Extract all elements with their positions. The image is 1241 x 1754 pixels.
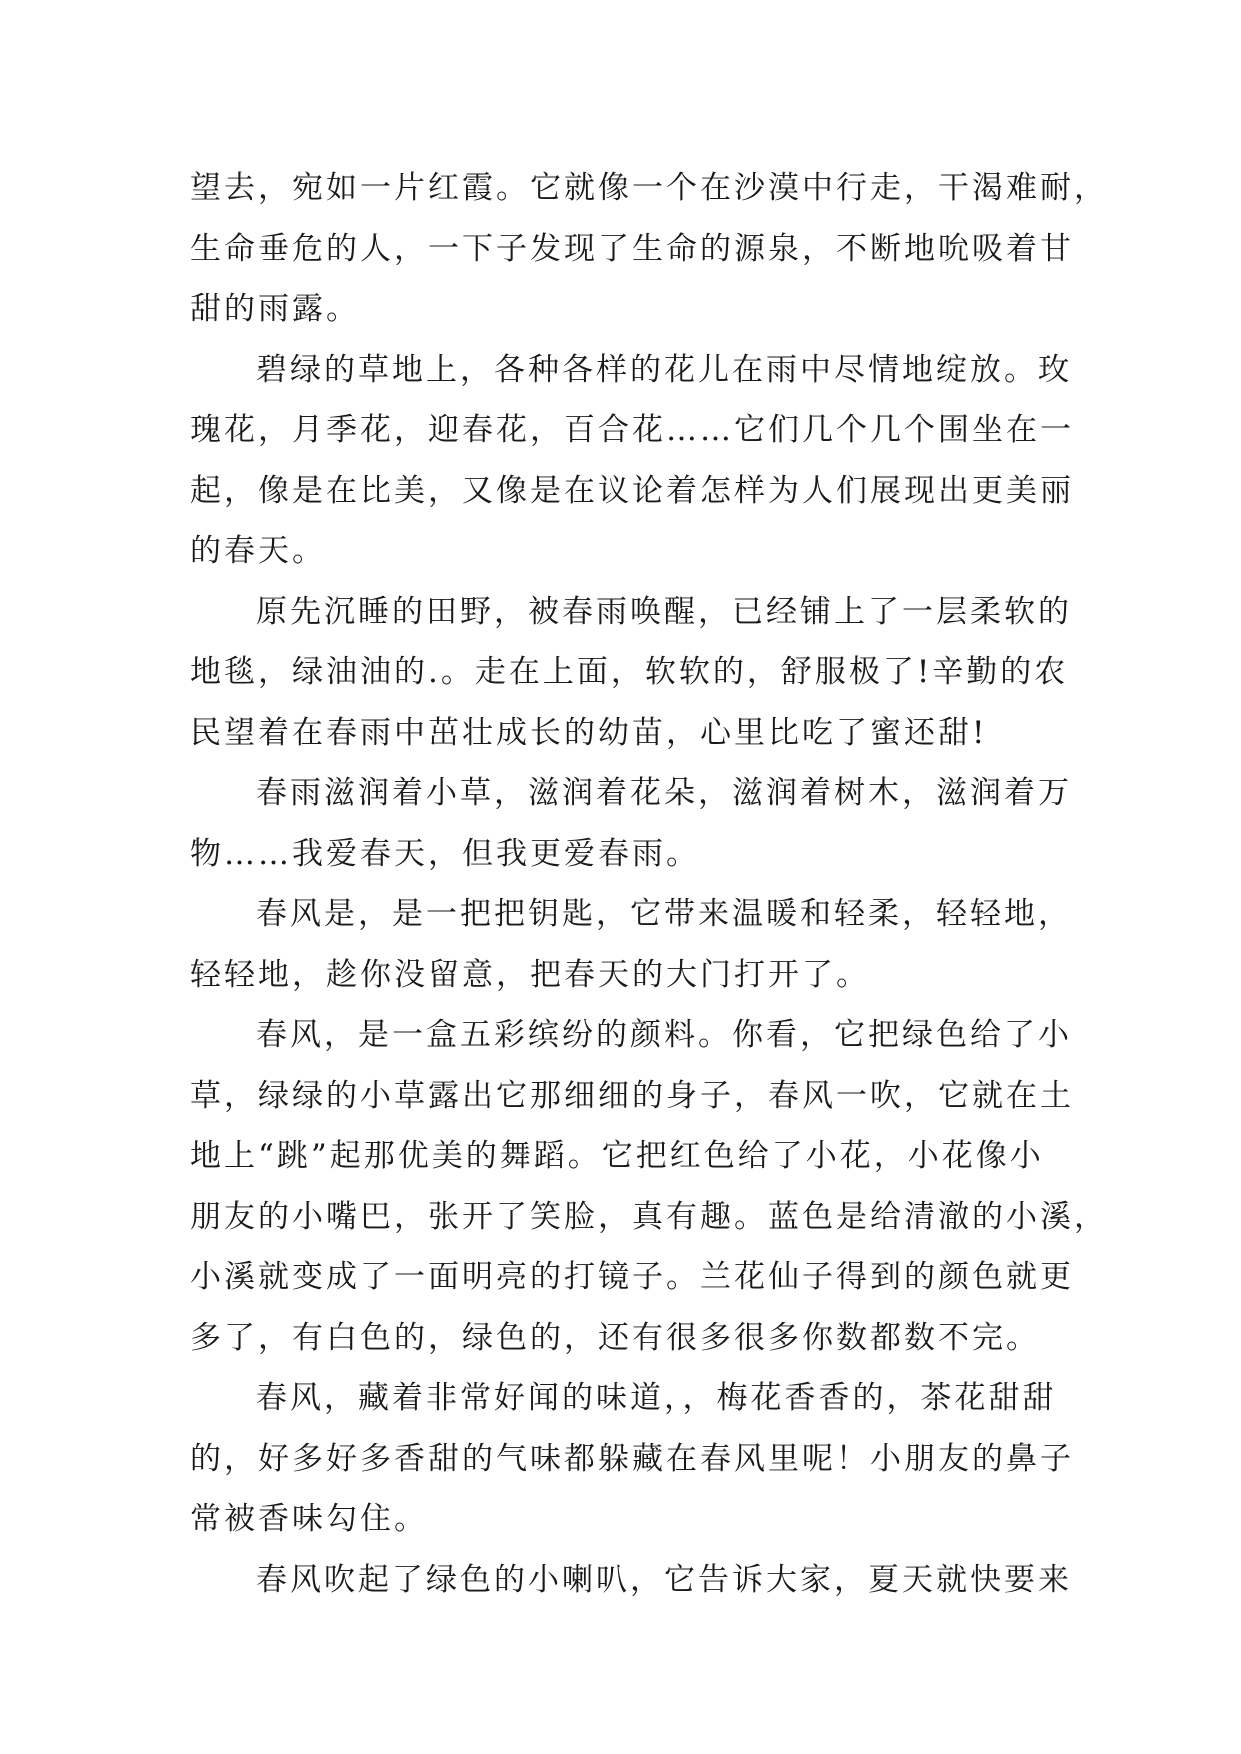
text-line: 的春天。 [190, 533, 326, 569]
text-line: 地毯，绿油油的.。走在上面，软软的，舒服极了!辛勤的农 [190, 654, 1069, 690]
text-line: 常被香味勾住。 [190, 1501, 428, 1537]
text-line: 起，像是在比美，又像是在议论着怎样为人们展现出更美丽 [190, 472, 1074, 509]
text-line: 的，好多好多香甜的气味都躲藏在春风里呢！小朋友的鼻子 [190, 1440, 1074, 1477]
text-line: 瑰花，月季花，迎春花，百合花……它们几个几个围坐在一 [190, 412, 1074, 448]
text-line: 望去，宛如一片红霞。它就像一个在沙漠中行走，干渴难耐， [190, 170, 1108, 206]
paragraph-start-line: 碧绿的草地上，各种各样的花儿在雨中尽情地绽放。玫 [256, 351, 1072, 388]
text-line: 民望着在春雨中茁壮成长的幼苗，心里比吃了蜜还甜! [190, 714, 988, 751]
text-line: 甜的雨露。 [190, 291, 360, 327]
text-line: 生命垂危的人，一下子发现了生命的源泉，不断地吮吸着甘 [190, 230, 1074, 267]
essay-text [190, 158, 1108, 1610]
paragraph-start-line: 春风，藏着非常好闻的味道，，梅花香香的，茶花甜甜 [256, 1380, 1057, 1416]
paragraph-start-line: 春风是，是一把把钥匙，它带来温暖和轻柔，轻轻地， [256, 896, 1072, 932]
paragraph-start-line: 春雨滋润着小草，滋润着花朵，滋润着树木，滋润着万 [256, 775, 1072, 811]
text-line: 物……我爱春天，但我更爱春雨。 [190, 835, 700, 872]
paragraph-start-line: 春风，是一盒五彩缤纷的颜料。你看，它把绿色给了小 [256, 1017, 1072, 1053]
text-line: 小溪就变成了一面明亮的打镜子。兰花仙子得到的颜色就更 [190, 1259, 1074, 1295]
text-line: 轻轻地，趁你没留意，把春天的大门打开了。 [190, 956, 870, 993]
text-line: 草，绿绿的小草露出它那细细的身子，春风一吹，它就在土 [190, 1077, 1074, 1114]
text-line: 地上“跳”起那优美的舞蹈。它把红色给了小花，小花像小 [190, 1138, 1044, 1174]
text-line: 朋友的小嘴巴，张开了笑脸，真有趣。蓝色是给清澈的小溪， [190, 1198, 1108, 1235]
paragraph-start-line: 春风吹起了绿色的小喇叭，它告诉大家，夏天就快要来 [256, 1561, 1072, 1598]
text-line: 多了，有白色的，绿色的，还有很多很多你数都数不完。 [190, 1319, 1040, 1356]
paragraph-start-line: 原先沉睡的田野，被春雨唤醒，已经铺上了一层柔软的 [256, 593, 1072, 630]
